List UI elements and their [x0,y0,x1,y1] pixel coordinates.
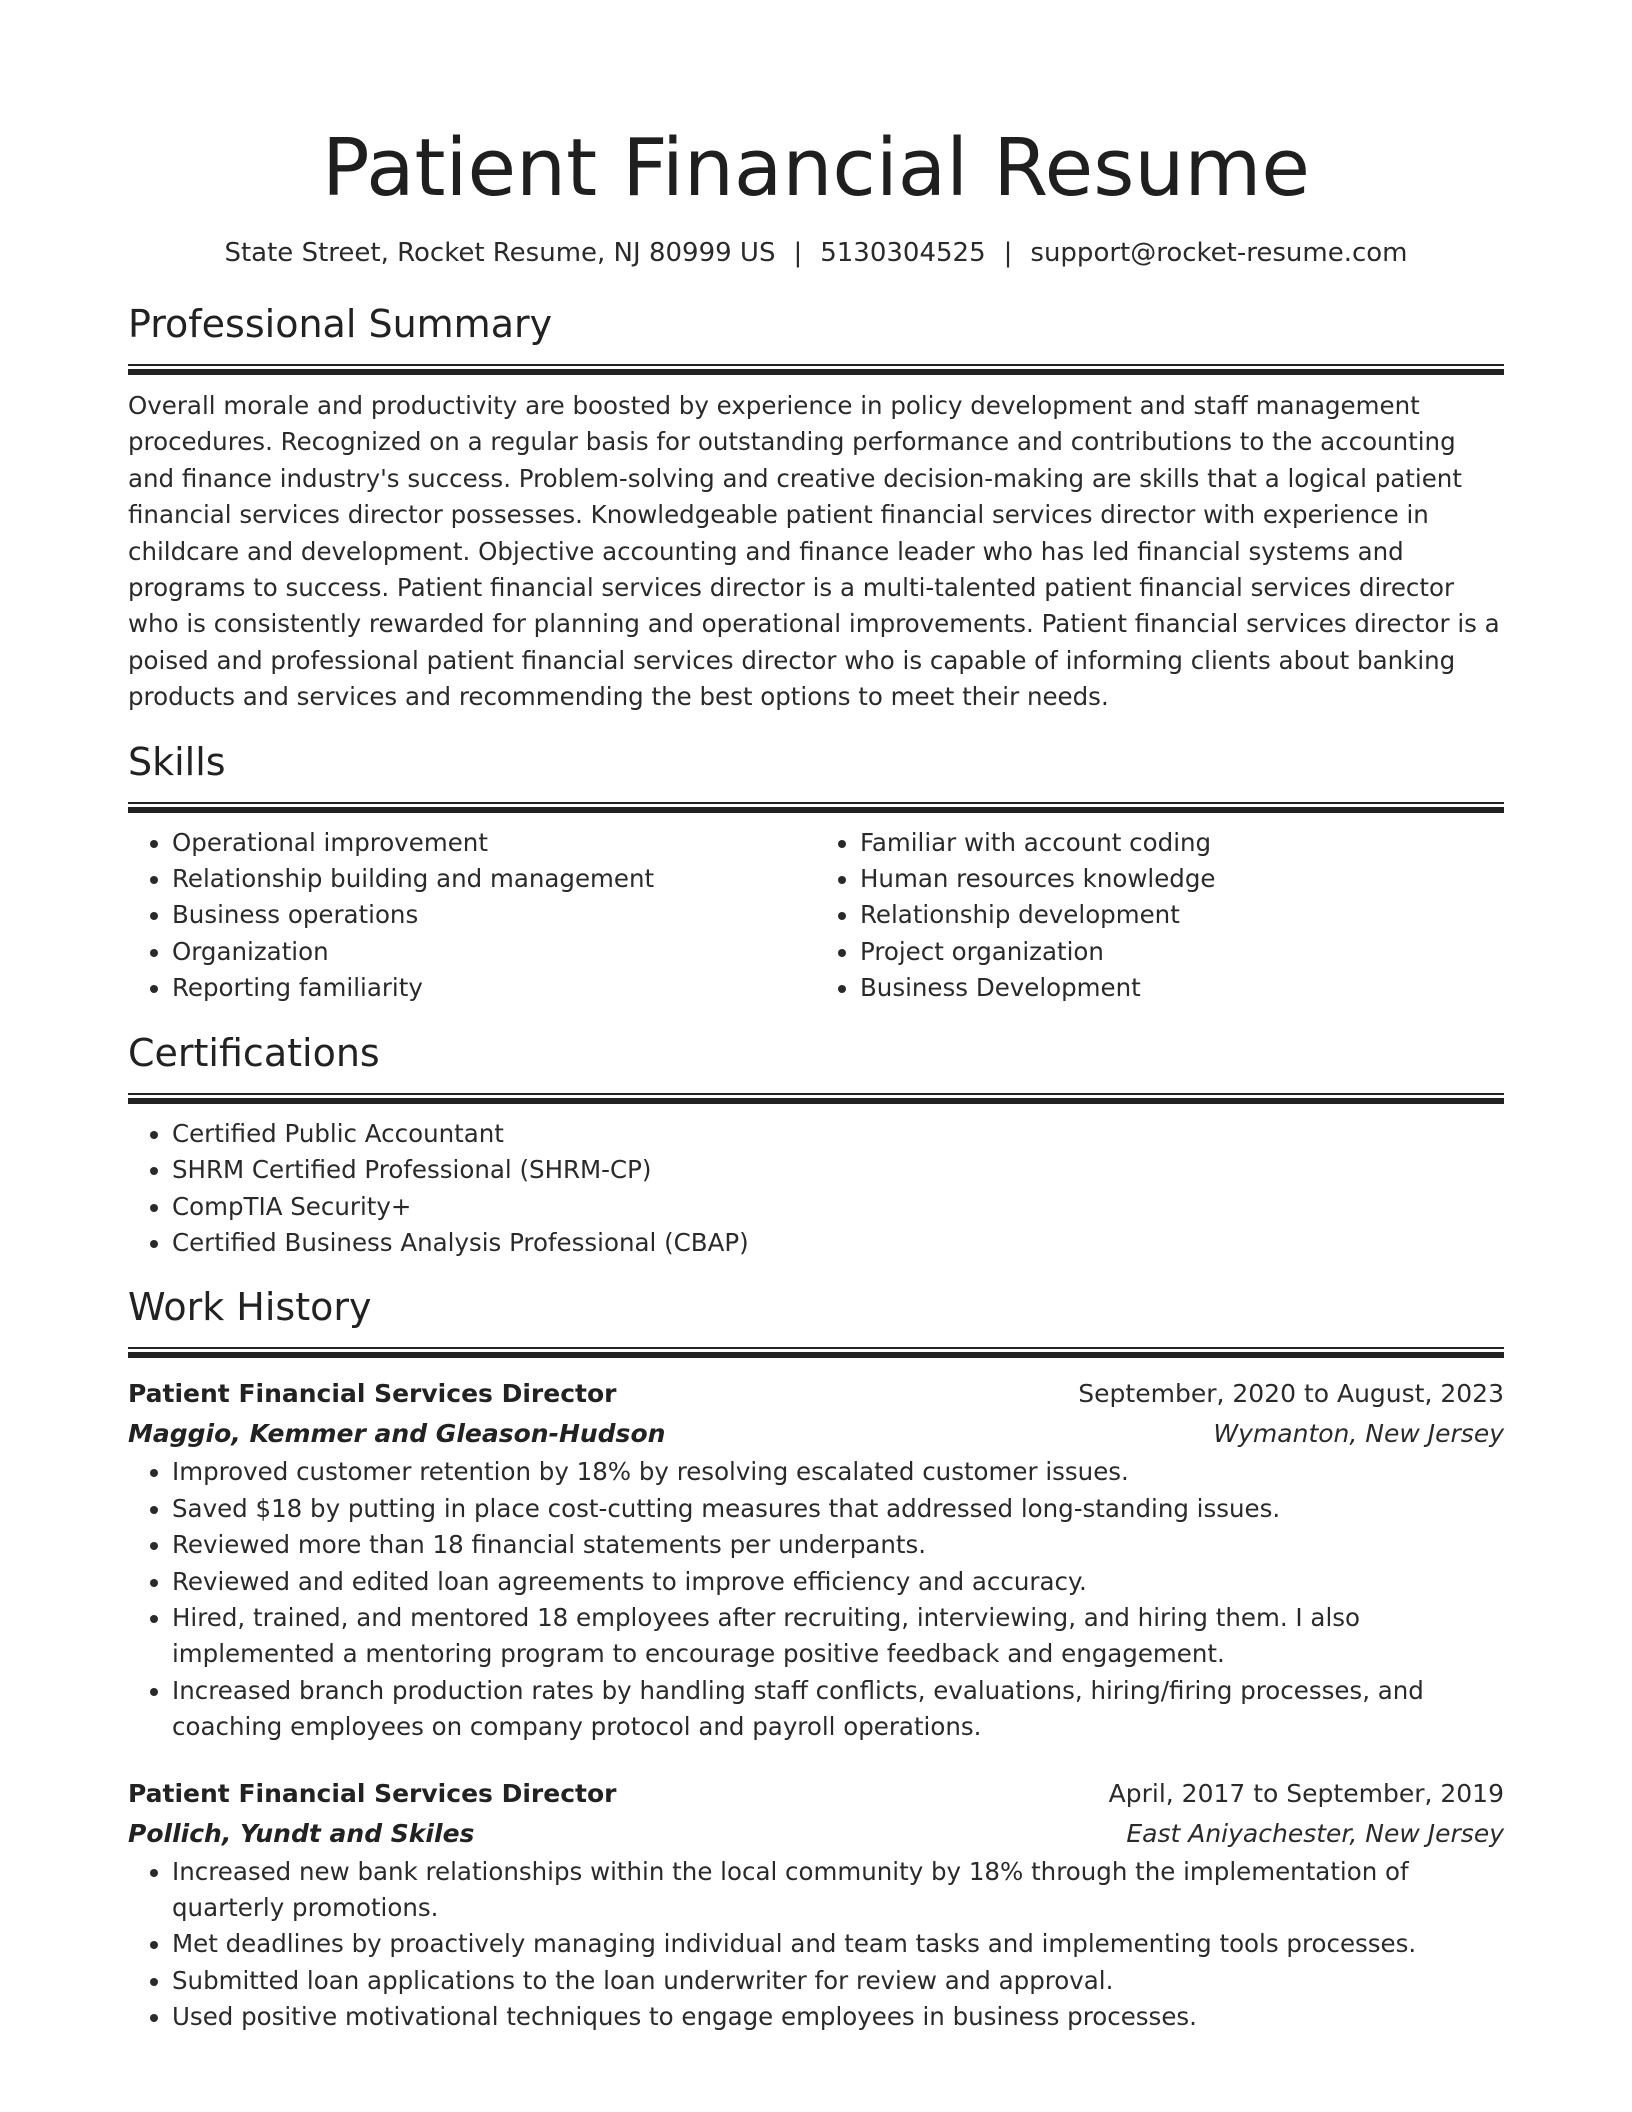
contact-line [128,235,1504,271]
contact-separator: | [1003,238,1013,268]
job-bullets [128,1454,1504,1745]
skills-section [128,738,1504,1007]
job-subheader [128,1814,1504,1854]
job-entry [128,1774,1504,2036]
skill-item: • Relationship development [860,897,1504,933]
job-bullet: • Saved $18 by putting in place cost-cutting measures that addressed long-standing issues. [172,1491,1504,1527]
job-bullet: • Reviewed and edited loan agreements to improve efficiency and accuracy. [172,1564,1504,1600]
skill-item: • Reporting familiarity [172,970,816,1006]
summary-text: Overall morale and productivity are boosted by experience in policy development and staff management procedures. Recognized on a regular basis for outstanding performance and contributions to the accounting and finance industry's success. Problem-solving and creative decision-making are skills that a logical patient financial services director possesses. Knowledgeable patient financial services director with experience in childcare and development. Objective accounting and finance leader who has led financial systems and programs to success. Patient financial services director is a multi-talented patient financial services director who is consistently rewarded for planning and operational improvements. Patient financial services director is a poised and professional patient financial services director who is capable of informing clients about banking products and services and recommending the best options to meet their needs. [128,391,1500,712]
job-header [128,1774,1504,1814]
certifications-section [128,1029,1504,1262]
job-bullet: • Increased branch production rates by handling staff conflicts, evaluations, hiring/firing processes, and coaching employees on company protocol and payroll operations. [172,1673,1504,1746]
job-bullet: • Reviewed more than 18 financial statements per underpants. [172,1527,1504,1563]
work-history-section [128,1283,1504,2035]
skill-item: • Project organization [860,934,1504,970]
certifications-heading: Certifications [128,1030,380,1075]
contact-address: State Street, Rocket Resume, NJ 80999 US [224,238,776,268]
summary-section [128,300,1504,716]
job-location: East Aniyachester, New Jersey [1126,1818,1504,1848]
job-subheader [128,1414,1504,1454]
job-dates: April, 2017 to September, 2019 [1108,1778,1504,1808]
certification-item: • CompTIA Security+ [172,1189,1504,1225]
job-entry [128,1374,1504,1745]
summary-heading: Professional Summary [128,302,553,346]
job-bullet: • Improved customer retention by 18% by resolving escalated customer issues. [172,1454,1504,1490]
job-bullet: • Hired, trained, and mentored 18 employees after recruiting, interviewing, and hiring them. I also implemented a mentoring program to encourage positive feedback and engagement. [172,1600,1504,1673]
certification-item: • Certified Business Analysis Professional (CBAP) [172,1225,1504,1261]
job-location: Wymanton, New Jersey [1213,1419,1504,1449]
skill-item: • Human resources knowledge [860,861,1504,897]
job-bullets [128,1854,1504,2036]
contact-email: support@rocket-resume.com [1030,238,1408,268]
job-header [128,1374,1504,1414]
certification-item: • SHRM Certified Professional (SHRM-CP) [172,1152,1504,1188]
job-title: Patient Financial Services Director [128,1778,617,1808]
section-divider [128,364,1504,375]
section-divider [128,1347,1504,1358]
job-bullet: • Submitted loan applications to the loan underwriter for review and approval. [172,1963,1504,1999]
skill-item: • Familiar with account coding [860,825,1504,861]
job-company: Maggio, Kemmer and Gleason-Hudson [128,1419,666,1449]
section-divider [128,1093,1504,1104]
skill-item: • Relationship building and management [172,861,816,897]
resume-page [128,0,1504,2036]
job-bullet: • Met deadlines by proactively managing individual and team tasks and implementing tools processes. [172,1926,1504,1962]
skill-item: • Business Development [860,970,1504,1006]
skills-left-column [128,825,816,1007]
job-bullet: • Used positive motivational techniques to engage employees in business processes. [172,1999,1504,2035]
job-dates: September, 2020 to August, 2023 [1078,1379,1504,1409]
skills-list-left [128,825,816,1007]
certification-item: • Certified Public Accountant [172,1116,1504,1152]
skills-list-right [816,825,1504,1007]
work-history-heading: Work History [128,1285,372,1330]
skill-item: • Operational improvement [172,825,816,861]
job-company: Pollich, Yundt and Skiles [128,1818,475,1848]
contact-phone: 5130304525 [820,238,986,268]
skill-item: • Organization [172,934,816,970]
certifications-list [128,1116,1504,1262]
skill-item: • Business operations [172,897,816,933]
section-divider [128,802,1504,813]
resume-name: Patient Financial Resume [322,122,1310,214]
skills-columns [128,825,1504,1007]
job-bullet: • Increased new bank relationships within the local community by 18% through the implementation of quarterly promotions. [172,1854,1504,1927]
skills-right-column [816,825,1504,1007]
job-title: Patient Financial Services Director [128,1379,617,1409]
contact-separator: | [793,238,803,268]
skills-heading: Skills [128,739,226,784]
